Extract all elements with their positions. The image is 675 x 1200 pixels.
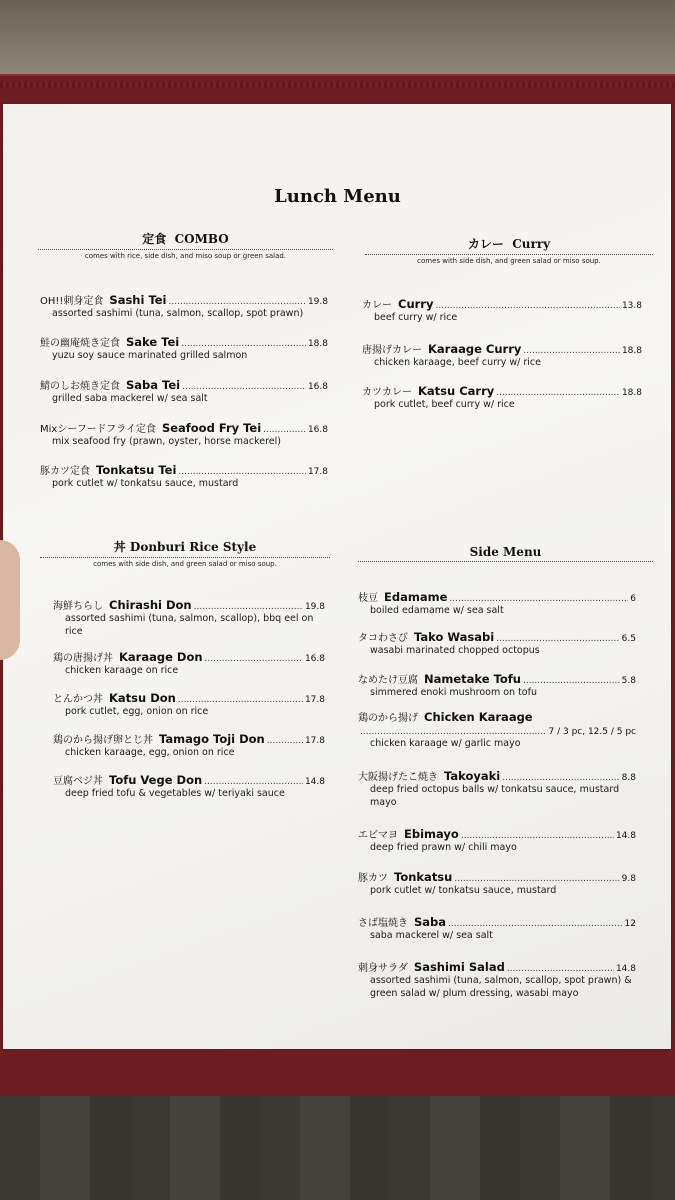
item-name-jp: 大阪揚げたこ焼き bbox=[358, 772, 438, 783]
combo-item bbox=[40, 420, 328, 448]
item-name-jp: 鶏のから揚げ bbox=[358, 713, 418, 724]
item-name-jp: タコわさび bbox=[358, 633, 408, 644]
item-price: 12 bbox=[624, 919, 636, 929]
item-name-en: Katsu Carry bbox=[418, 384, 495, 398]
item-description: pork cutlet, beef curry w/ rice bbox=[374, 399, 515, 410]
curry-note: comes with side dish, and green salad or miso soup. bbox=[417, 257, 601, 265]
item-price: 17.8 bbox=[307, 467, 328, 477]
item-name-jp: Mixシーフードフライ定食 bbox=[40, 424, 156, 435]
dot-leader bbox=[449, 594, 628, 604]
dot-leader bbox=[204, 777, 303, 787]
item-name-en: Karaage Curry bbox=[428, 342, 522, 356]
item-description: deep fried prawn w/ chili mayo bbox=[370, 842, 517, 853]
item-name-en: Curry bbox=[398, 297, 434, 311]
dot-leader bbox=[502, 773, 619, 783]
item-name-jp: 豆腐ベジ丼 bbox=[53, 776, 103, 787]
item-name-en: Tofu Vege Don bbox=[109, 773, 203, 787]
item-name-en: Saba bbox=[414, 915, 447, 929]
donburi-heading: 丼 Donburi Rice Style bbox=[113, 540, 257, 554]
dot-leader bbox=[169, 297, 306, 307]
item-name-jp: エビマヨ bbox=[358, 830, 398, 841]
side-item bbox=[358, 629, 636, 657]
dot-leader bbox=[194, 602, 303, 612]
combo-section-header bbox=[38, 230, 333, 260]
curry-item bbox=[362, 296, 642, 324]
side-item bbox=[358, 589, 636, 617]
dot-leader bbox=[267, 736, 303, 746]
item-name-jp: 鯖のしお焼き定食 bbox=[40, 381, 120, 392]
item-name-jp: 豚カツ bbox=[358, 873, 388, 884]
side-item bbox=[358, 869, 636, 897]
combo-item bbox=[40, 334, 328, 362]
item-description: grilled saba mackerel w/ sea salt bbox=[52, 393, 208, 404]
item-name-jp: なめたけ豆腐 bbox=[358, 675, 418, 686]
item-name-en: Tako Wasabi bbox=[414, 630, 495, 644]
thumb bbox=[0, 540, 20, 660]
dot-leader bbox=[496, 388, 620, 398]
combo-heading-en: COMBO bbox=[174, 232, 229, 246]
combo-item bbox=[40, 462, 328, 490]
item-description: assorted sashimi (tuna, salmon, scallop, spot prawn) & green salad w/ plum dressing, wasabi mayo bbox=[370, 975, 632, 999]
donburi-item bbox=[53, 690, 325, 718]
item-name-en: Chicken Karaage bbox=[424, 710, 533, 724]
dot-leader bbox=[523, 676, 620, 686]
item-name-en: Sashi Tei bbox=[109, 293, 167, 307]
item-price: 17.8 bbox=[304, 695, 325, 705]
dot-leader bbox=[263, 425, 306, 435]
item-name-en: Seafood Fry Tei bbox=[161, 421, 262, 435]
dot-leader bbox=[454, 874, 619, 884]
dot-leader bbox=[182, 382, 306, 392]
dot-leader bbox=[496, 634, 619, 644]
item-price: 14.8 bbox=[615, 831, 636, 841]
item-description: chicken karaage, beef curry w/ rice bbox=[374, 357, 541, 368]
item-name-jp: カツカレー bbox=[362, 387, 412, 398]
side-heading: Side Menu bbox=[469, 545, 542, 559]
item-description: chicken karaage w/ garlic mayo bbox=[370, 738, 521, 749]
item-description: pork cutlet w/ tonkatsu sauce, mustard bbox=[52, 478, 239, 489]
curry-heading-jp: カレー bbox=[467, 237, 504, 251]
item-description: boiled edamame w/ sea salt bbox=[370, 605, 504, 616]
item-description: wasabi marinated chopped octopus bbox=[370, 645, 540, 656]
item-price: 13.8 bbox=[621, 301, 642, 311]
item-price: 8.8 bbox=[621, 773, 636, 783]
side-item bbox=[358, 959, 636, 1000]
donburi-section-header bbox=[40, 538, 330, 568]
dot-leader bbox=[461, 831, 614, 841]
curry-item bbox=[362, 383, 642, 411]
item-price: 19.8 bbox=[307, 297, 328, 307]
side-item bbox=[358, 914, 636, 942]
dot-leader bbox=[360, 727, 547, 737]
item-name-jp: 海鮮ちらし bbox=[53, 601, 103, 612]
table-surface bbox=[0, 1096, 675, 1200]
side-item bbox=[358, 826, 636, 854]
item-name-en: Karaage Don bbox=[119, 650, 203, 664]
item-name-jp: OH!!刺身定食 bbox=[40, 296, 104, 307]
dot-leader bbox=[178, 695, 303, 705]
item-name-en: Sake Tei bbox=[126, 335, 180, 349]
item-name-jp: 枝豆 bbox=[358, 593, 378, 604]
item-price: 5.8 bbox=[621, 676, 636, 686]
item-name-en: Tonkatsu bbox=[394, 870, 453, 884]
side-section-header bbox=[358, 545, 653, 562]
item-name-jp: 鶏の唐揚げ丼 bbox=[53, 653, 113, 664]
combo-note: comes with rice, side dish, and miso soup or green salad. bbox=[84, 252, 287, 260]
item-price: 17.8 bbox=[304, 736, 325, 746]
item-name-jp: 刺身サラダ bbox=[358, 963, 408, 974]
item-description: chicken karaage on rice bbox=[65, 665, 179, 676]
item-description: assorted sashimi (tuna, salmon, scallop), bbq eel on rice bbox=[65, 613, 314, 637]
item-price: 18.8 bbox=[621, 388, 642, 398]
curry-item bbox=[362, 341, 642, 369]
item-description: pork cutlet, egg, onion on rice bbox=[65, 706, 209, 717]
menu-title: Lunch Menu bbox=[274, 186, 401, 207]
item-description: beef curry w/ rice bbox=[374, 312, 458, 323]
item-name-en: Ebimayo bbox=[404, 827, 459, 841]
item-price: 16.8 bbox=[304, 654, 325, 664]
donburi-item bbox=[53, 772, 325, 800]
item-name-en: Sashimi Salad bbox=[413, 960, 505, 974]
item-name-en: Tamago Toji Don bbox=[159, 732, 265, 746]
curry-heading-en: Curry bbox=[512, 237, 551, 251]
item-name-jp: とんかつ丼 bbox=[53, 694, 103, 705]
item-description: saba mackerel w/ sea salt bbox=[370, 930, 493, 941]
item-price: 6.5 bbox=[621, 634, 636, 644]
side-item bbox=[358, 768, 636, 809]
item-name-en: Saba Tei bbox=[126, 378, 181, 392]
item-description: deep fried tofu & vegetables w/ teriyaki sauce bbox=[65, 788, 285, 799]
item-name-jp: 豚カツ定食 bbox=[40, 466, 90, 477]
donburi-note: comes with side dish, and green salad or miso soup. bbox=[93, 560, 277, 568]
dot-leader bbox=[435, 301, 619, 311]
combo-item bbox=[40, 377, 328, 405]
item-description: simmered enoki mushroom on tofu bbox=[370, 687, 537, 698]
dot-leader bbox=[178, 467, 306, 477]
dot-leader bbox=[448, 919, 623, 929]
side-item bbox=[358, 671, 636, 699]
curry-section-header bbox=[365, 235, 653, 265]
donburi-item bbox=[53, 649, 325, 677]
item-name-en: Tonkatsu Tei bbox=[96, 463, 177, 477]
item-name-en: Nametake Tofu bbox=[424, 672, 521, 686]
item-description: pork cutlet w/ tonkatsu sauce, mustard bbox=[370, 885, 557, 896]
item-price: 16.8 bbox=[307, 382, 328, 392]
combo-item bbox=[40, 292, 328, 320]
item-description: chicken karaage, egg, onion on rice bbox=[65, 747, 235, 758]
item-price: 9.8 bbox=[621, 874, 636, 884]
item-description: mix seafood fry (prawn, oyster, horse mackerel) bbox=[52, 436, 282, 447]
donburi-item bbox=[53, 731, 325, 759]
item-name-en: Katsu Don bbox=[109, 691, 176, 705]
dot-leader bbox=[523, 346, 620, 356]
item-name-jp: さば塩焼き bbox=[358, 918, 408, 929]
item-price: 16.8 bbox=[307, 425, 328, 435]
item-description: assorted sashimi (tuna, salmon, scallop, spot prawn) bbox=[52, 308, 304, 319]
combo-heading-jp: 定食 bbox=[142, 232, 167, 246]
donburi-item bbox=[53, 597, 325, 638]
item-name-jp: 唐揚げカレー bbox=[362, 345, 422, 356]
item-description: yuzu soy sauce marinated grilled salmon bbox=[52, 350, 248, 361]
item-price: 6 bbox=[630, 594, 636, 604]
item-price: 14.8 bbox=[615, 964, 636, 974]
item-price: 14.8 bbox=[304, 777, 325, 787]
item-description: deep fried octopus balls w/ tonkatsu sauce, mustard mayo bbox=[370, 784, 620, 808]
item-name-en: Edamame bbox=[384, 590, 448, 604]
item-name-en: Chirashi Don bbox=[109, 598, 192, 612]
item-price: 18.8 bbox=[621, 346, 642, 356]
item-name-en: Takoyaki bbox=[444, 769, 501, 783]
side-item bbox=[358, 709, 636, 750]
dot-leader bbox=[181, 339, 306, 349]
item-name-jp: 鮭の幽庵焼き定食 bbox=[40, 338, 120, 349]
item-price: 7 / 3 pc, 12.5 / 5 pc bbox=[548, 727, 636, 737]
item-name-jp: 鶏のから揚げ卵とじ丼 bbox=[53, 735, 153, 746]
item-name-jp: カレー bbox=[362, 300, 392, 311]
dot-leader bbox=[507, 964, 614, 974]
item-price: 19.8 bbox=[304, 602, 325, 612]
dot-leader bbox=[205, 654, 303, 664]
item-price: 18.8 bbox=[307, 339, 328, 349]
